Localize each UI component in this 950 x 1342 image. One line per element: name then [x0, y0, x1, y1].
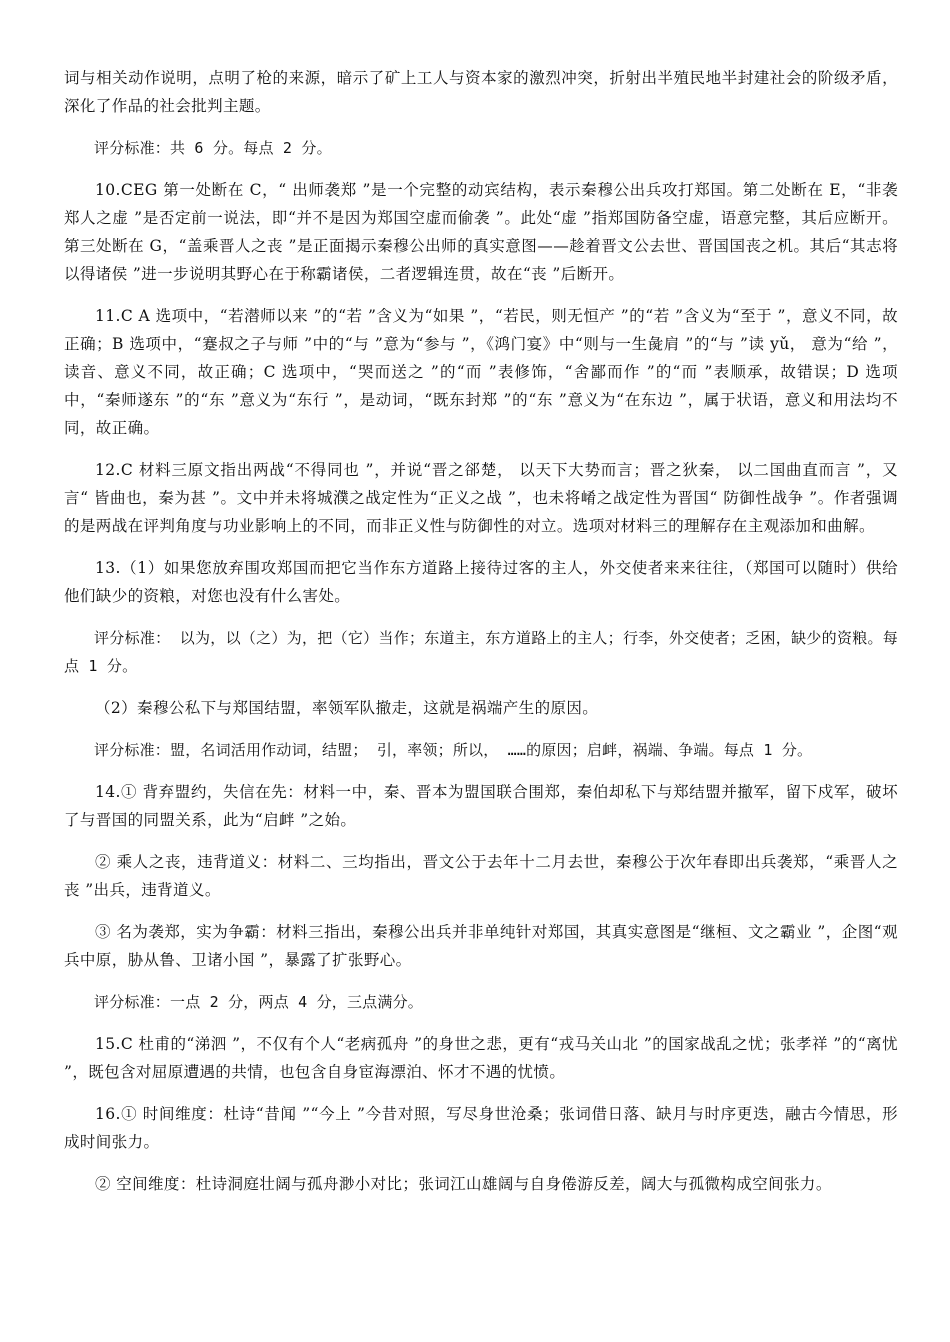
answer-13-2: （2）秦穆公私下与郑国结盟，率领军队撤走，这就是祸端产生的原因。: [95, 699, 599, 717]
answer-key-page: [64, 64, 898, 1212]
answer-11: 11.C A 选项中，“若潜师以来 ”的“若 ”含义为“如果 ”，“若民，则无恒产 ”的“若 ”含义为“至于 ”，意义不同，故正确；B 选项中，“蹇叔之子与师 ”中的“与 ”意为“参与 ”，《鸿门宴》中“则与一生彘肩 ”的“与 ”读 yǔ， 意为“给 ”，读音、意义不同，故正确；C 选项中，“哭而送之 ”的“而 ”表修饰，“舍鄙而作 ”的“而 ”表顺承，故错误；D 选项中，“秦师遂东 ”的“东 ”意义为“东行 ”，是动词，“既东封郑 ”的“东 ”意义为“在东边 ”，属于状语，意义和用法均不同，故正确。: [64, 307, 898, 437]
answer-16-point-1: 16.① 时间维度：杜诗“昔闻 ”“今上 ”今昔对照，写尽身世沧桑；张词借日落、缺月与时序更迭，融古今情思，形成时间张力。: [64, 1105, 898, 1151]
answer-13-1: 13.（1）如果您放弃围攻郑国而把它当作东方道路上接待过客的主人，外交使者来来往往，（郑国可以随时）供给他们缺少的资粮，对您也没有什么害处。: [64, 559, 898, 605]
answer-12: 12.C 材料三原文指出两战“不得同也 ”，并说“晋之郤楚， 以天下大势而言；晋之狄秦， 以二国曲直而言 ”，又言“ 皆曲也，秦为甚 ”。文中并未将城濮之战定性为“正义之战 ”，也未将崤之战定性为晋国“ 防御性战争 ”。作者强调的是两战在评判角度与功业影响上的不同，而非正义性与防御性的对立。选项对材料三的理解存在主观添加和曲解。: [64, 461, 898, 535]
answer-14-point-1: 14.① 背弃盟约，失信在先：材料一中，秦、晋本为盟国联合围郑，秦伯却私下与郑结盟并撤军，留下戍军，破坏了与晋国的同盟关系，此为“启衅 ”之始。: [64, 783, 898, 829]
answer-15: 15.C 杜甫的“涕泗 ”，不仅有个人“老病孤舟 ”的身世之悲，更有“戎马关山北 ”的国家战乱之忧；张孝祥 ”的“离忧 ”，既包含对屈原遭遇的共情，也包含自身宦海漂泊、怀才不遇的忧愤。: [64, 1035, 898, 1081]
scoring-criteria-13-2: 评分标准：盟，名词活用作动词，结盟； 引，率领；所以， ……的原因；启衅，祸端、争端。每点 1 分。: [94, 741, 813, 759]
answer-14-point-3: ③ 名为袭郑，实为争霸：材料三指出，秦穆公出兵并非单纯针对郑国，其真实意图是“继桓、文之霸业 ”，企图“观兵中原，胁从鲁、卫诸小国 ”，暴露了扩张野心。: [64, 923, 898, 969]
answer-16-point-2: ② 空间维度：杜诗洞庭壮阔与孤舟渺小对比；张词江山雄阔与自身倦游反差，阔大与孤微构成空间张力。: [95, 1175, 832, 1193]
answer-14-point-2: ② 乘人之丧，违背道义：材料二、三均指出，晋文公于去年十二月去世，秦穆公于次年春即出兵袭郑，“乘晋人之丧 ”出兵，违背道义。: [64, 853, 898, 899]
scoring-criteria-13-1: 评分标准： 以为，以（之）为，把（它）当作；东道主，东方道路上的主人；行李，外交使者；乏困，缺少的资粮。每点 1 分。: [64, 629, 898, 675]
scoring-criteria-9: 评分标准：共 6 分。每点 2 分。: [94, 139, 332, 157]
paragraph-continuation: 词与相关动作说明，点明了枪的来源，暗示了矿上工人与资本家的激烈冲突，折射出半殖民地半封建社会的阶级矛盾，深化了作品的社会批判主题。: [64, 69, 898, 115]
answer-10: 10.CEG 第一处断在 C，“ 出师袭郑 ”是一个完整的动宾结构，表示秦穆公出兵攻打郑国。第二处断在 E，“非袭郑人之虚 ”是否定前一说法，即“并不是因为郑国空虚而偷袭 ”。此处“虚 ”指郑国防备空虚，语意完整，其后应断开。第三处断在 G，“盖乘晋人之丧 ”是正面揭示秦穆公出师的真实意图——趁着晋文公去世、晋国国丧之机。其后“其志将以得诸侯 ”进一步说明其野心在于称霸诸侯，二者逻辑连贯，故在“丧 ”后断开。: [64, 181, 898, 283]
scoring-criteria-14: 评分标准：一点 2 分，两点 4 分，三点满分。: [94, 993, 423, 1011]
